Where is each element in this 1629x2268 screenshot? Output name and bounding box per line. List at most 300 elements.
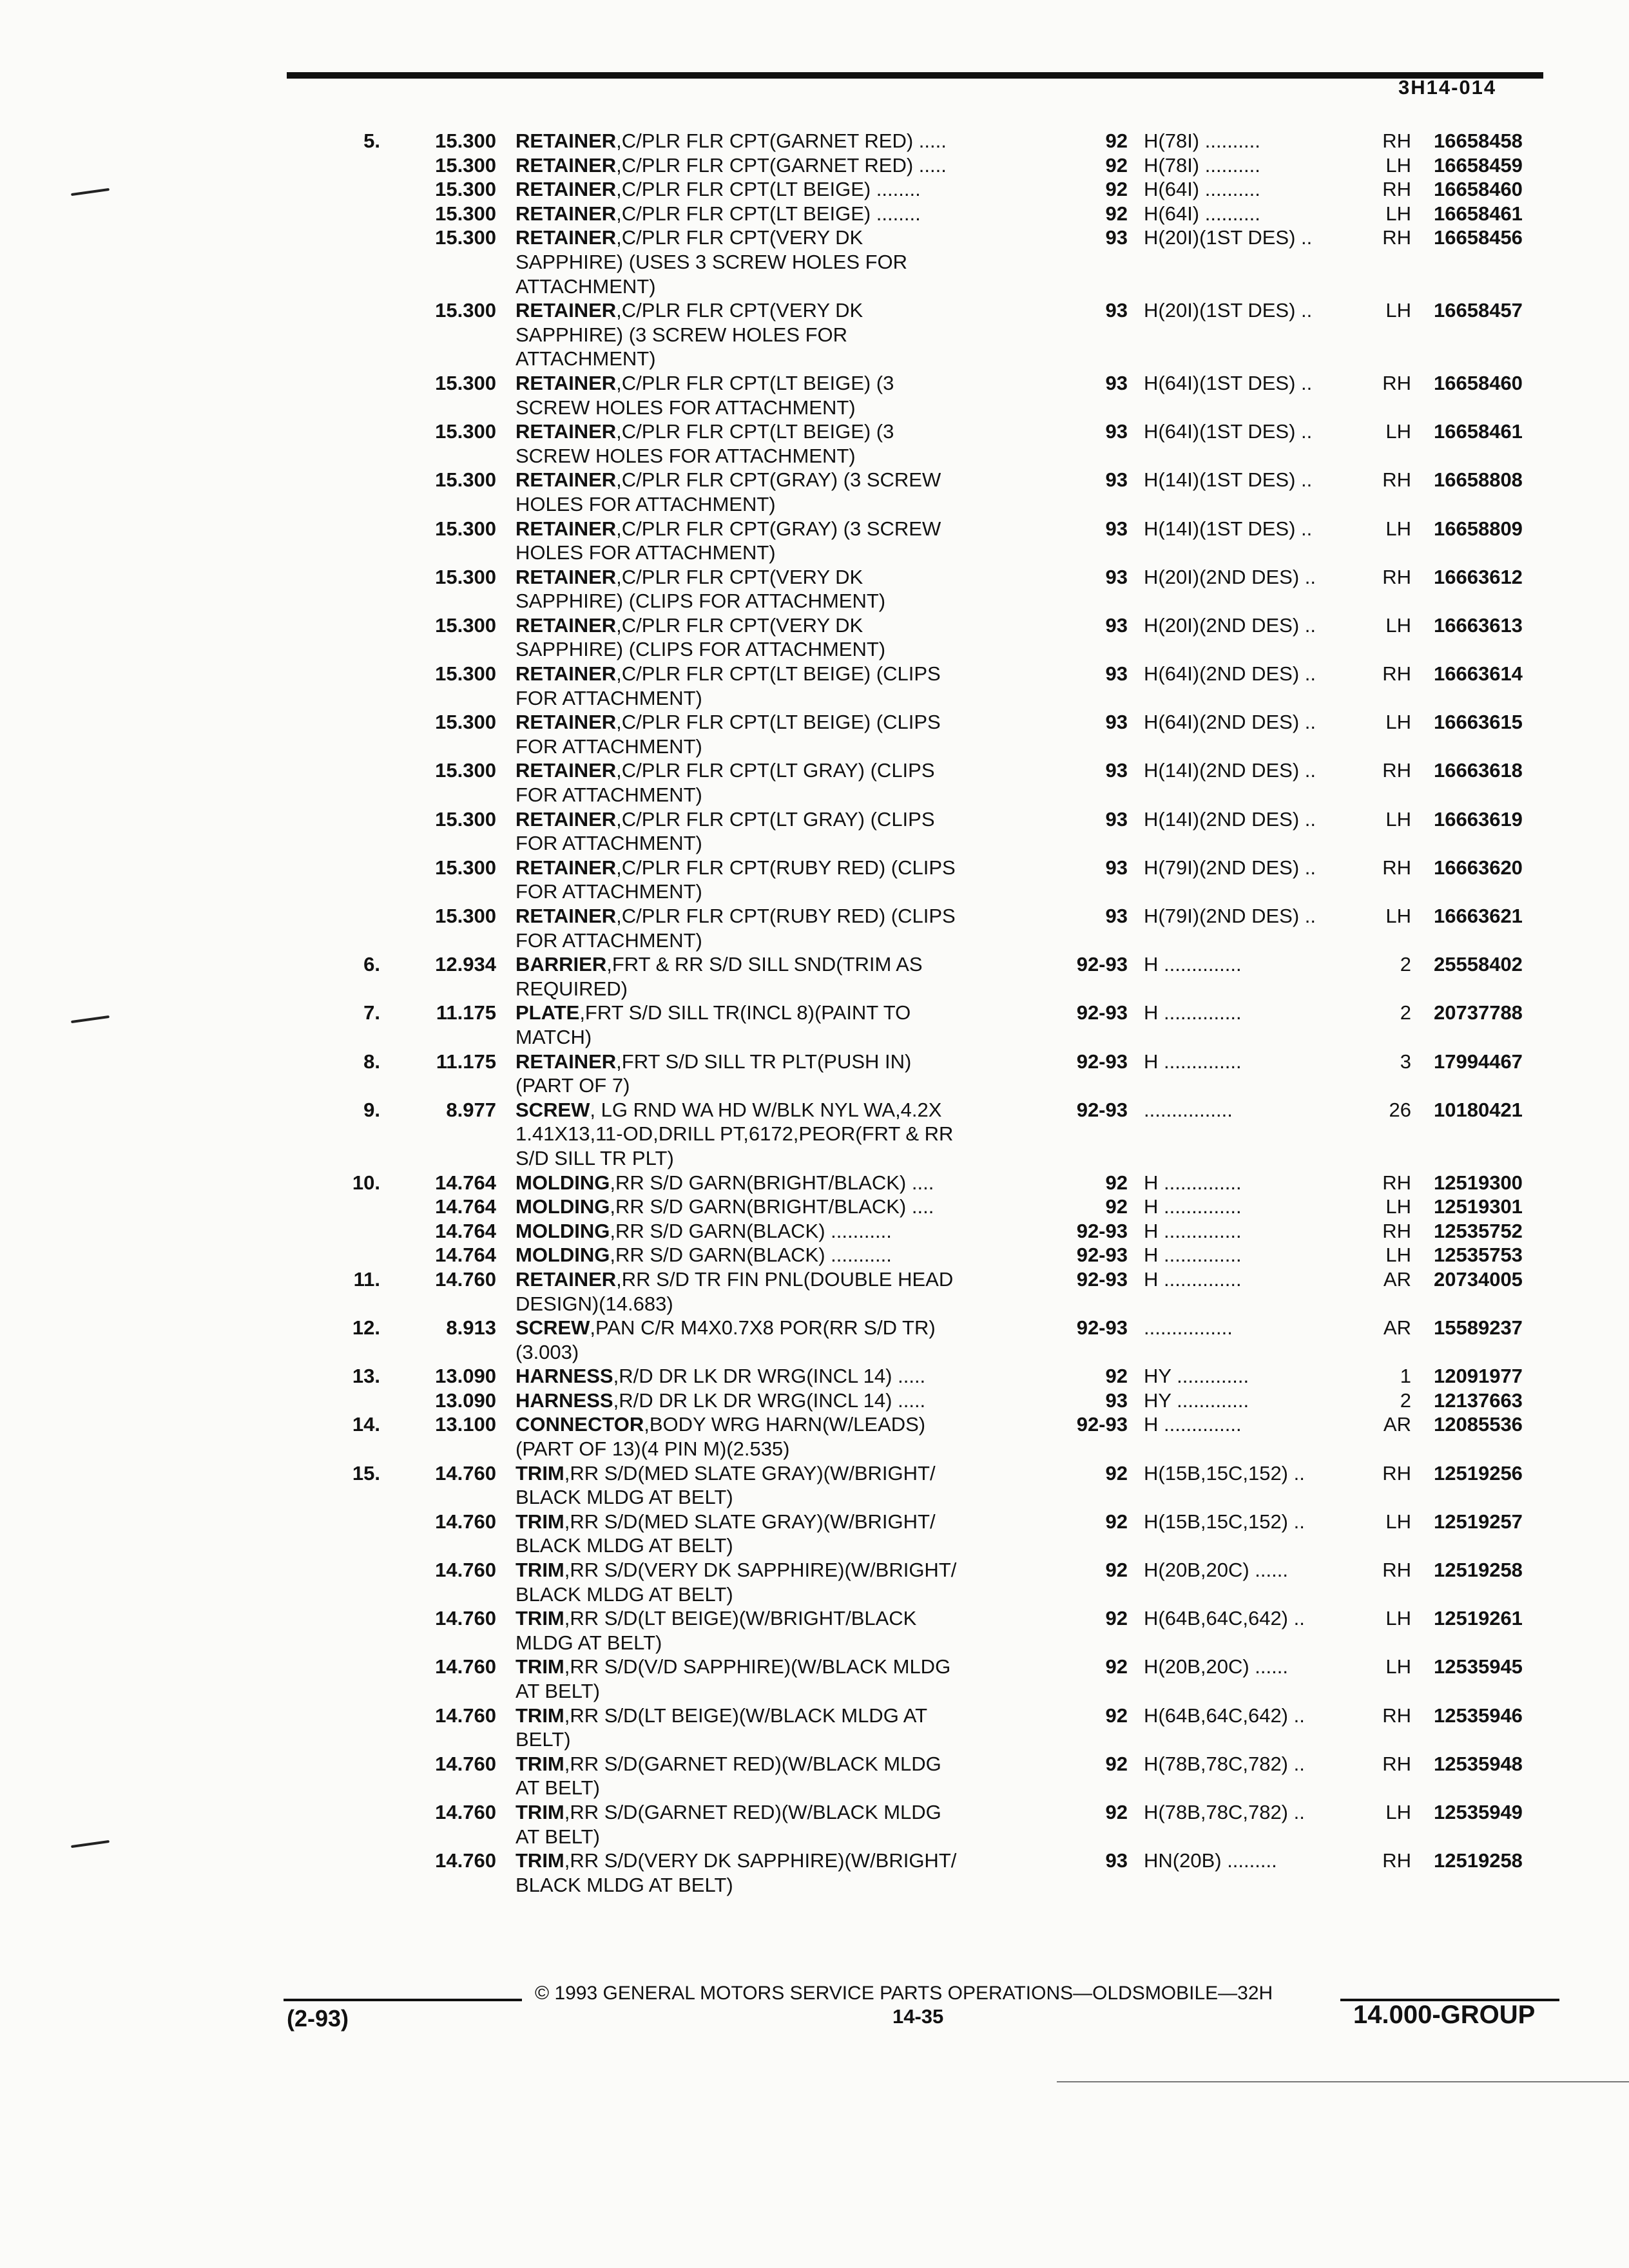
part-name: MOLDING (516, 1195, 610, 1218)
group-number: 15.300 (435, 711, 496, 734)
part-description (516, 1704, 927, 1728)
usage-note: H(64I) .......... (1144, 178, 1260, 201)
part-number: 12091977 (1434, 1365, 1523, 1388)
model-year: 92-93 (1076, 1219, 1128, 1242)
part-number: 12535752 (1434, 1219, 1523, 1242)
part-name: PLATE (516, 1001, 580, 1024)
part-detail: ,RR S/D(V/D SAPPHIRE)(W/BLACK MLDG (564, 1655, 951, 1678)
part-detail: ,RR S/D(MED SLATE GRAY)(W/BRIGHT/ (564, 1461, 936, 1485)
usage-note: H .............. (1144, 1244, 1242, 1267)
part-name: RETAINER (516, 613, 617, 637)
group-number: 15.300 (435, 153, 496, 177)
group-number: 14.760 (435, 1800, 496, 1823)
group-number: 15.300 (435, 905, 496, 927)
model-year: 92 (1105, 178, 1128, 201)
part-row (0, 153, 1629, 178)
quantity: LH (1385, 1195, 1411, 1218)
part-name: RETAINER (516, 662, 617, 686)
part-description-continuation: FOR ATTACHMENT) (516, 686, 702, 709)
part-detail: ,FRT & RR S/D SILL SND(TRIM AS (606, 953, 923, 976)
part-detail: ,C/PLR FLR CPT(RUBY RED) (CLIPS (616, 905, 956, 927)
ref-number: 15. (352, 1461, 380, 1485)
group-number: 15.300 (435, 178, 496, 201)
part-description-continuation: ATTACHMENT) (516, 274, 656, 298)
part-name: RETAINER (516, 468, 617, 492)
part-detail: ,PAN C/R M4X0.7X8 POR(RR S/D TR) (590, 1316, 936, 1340)
usage-note: H .............. (1144, 1001, 1242, 1024)
model-year: 93 (1105, 807, 1128, 831)
part-number: 16663621 (1434, 905, 1523, 927)
group-number: 15.300 (435, 759, 496, 782)
usage-note: H(64I) .......... (1144, 202, 1260, 225)
part-detail: ,C/PLR FLR CPT(LT BEIGE) (3 (616, 371, 894, 394)
part-detail: ,C/PLR FLR CPT(LT GRAY) (CLIPS (616, 807, 935, 831)
part-row (0, 1171, 1629, 1195)
part-description-continuation: FOR ATTACHMENT) (516, 832, 702, 855)
part-name: TRIM (516, 1800, 564, 1823)
model-year: 93 (1105, 420, 1128, 443)
part-name: MOLDING (516, 1244, 610, 1267)
part-row (0, 1243, 1629, 1267)
usage-note: H(64B,64C,642) .. (1144, 1607, 1305, 1630)
part-description-continuation: SCREW HOLES FOR ATTACHMENT) (516, 444, 856, 467)
quantity: RH (1382, 1559, 1411, 1582)
model-year: 92-93 (1076, 1098, 1128, 1121)
model-year: 92 (1105, 1365, 1128, 1388)
part-detail: ,R/D DR LK DR WRG(INCL 14) ..... (613, 1365, 926, 1388)
footer-date: (2-93) (287, 2005, 349, 2032)
part-number: 12519261 (1434, 1607, 1523, 1630)
usage-note: H(20B,20C) ...... (1144, 1559, 1288, 1582)
part-row-continuation (0, 1485, 1629, 1510)
group-number: 15.300 (435, 371, 496, 394)
usage-note: H .............. (1144, 1171, 1242, 1194)
part-description (516, 1389, 925, 1413)
group-number: 14.764 (435, 1195, 496, 1218)
quantity: AR (1383, 1267, 1411, 1291)
usage-note: H .............. (1144, 1219, 1242, 1242)
part-number: 12535945 (1434, 1655, 1523, 1678)
part-number: 12519301 (1434, 1195, 1523, 1218)
group-number: 12.934 (435, 953, 496, 976)
quantity: LH (1385, 202, 1411, 225)
part-detail: ,C/PLR FLR CPT(LT BEIGE) ........ (616, 178, 921, 201)
group-number: 14.760 (435, 1655, 496, 1678)
footer-rule (284, 1999, 522, 2001)
part-row-continuation (0, 1025, 1629, 1050)
part-row-continuation (0, 1631, 1629, 1655)
part-description-continuation: MLDG AT BELT) (516, 1631, 662, 1654)
part-description-continuation: AT BELT) (516, 1680, 600, 1702)
part-number: 16658461 (1434, 202, 1523, 225)
group-number: 13.090 (435, 1365, 496, 1388)
part-number: 16658808 (1434, 468, 1523, 492)
part-number: 10180421 (1434, 1098, 1523, 1121)
quantity: RH (1382, 856, 1411, 879)
part-row (0, 758, 1629, 783)
part-detail: ,C/PLR FLR CPT(LT GRAY) (CLIPS (616, 759, 935, 782)
part-description (516, 1195, 934, 1219)
ref-number: 10. (352, 1171, 380, 1194)
part-detail: ,C/PLR FLR CPT(RUBY RED) (CLIPS (616, 856, 956, 879)
quantity: AR (1383, 1413, 1411, 1436)
usage-note: H .............. (1144, 1050, 1242, 1073)
usage-note: H(14I)(1ST DES) .. (1144, 468, 1313, 492)
part-description-continuation: BELT) (516, 1728, 571, 1751)
model-year: 93 (1105, 299, 1128, 322)
part-row-continuation (0, 735, 1629, 759)
group-number: 14.760 (435, 1607, 496, 1630)
part-description (516, 1752, 941, 1776)
part-name: MOLDING (516, 1219, 610, 1242)
quantity: LH (1385, 299, 1411, 322)
part-description (516, 904, 956, 928)
part-row (0, 662, 1629, 686)
part-number: 16658460 (1434, 371, 1523, 394)
part-row-continuation (0, 492, 1629, 517)
part-row (0, 1364, 1629, 1389)
quantity: RH (1382, 226, 1411, 249)
part-number: 16663619 (1434, 807, 1523, 831)
part-description (516, 177, 921, 202)
part-row (0, 856, 1629, 880)
quantity: LH (1385, 905, 1411, 927)
part-number: 20734005 (1434, 1267, 1523, 1291)
part-description-continuation: BLACK MLDG AT BELT) (516, 1534, 733, 1557)
group-number: 13.090 (435, 1389, 496, 1412)
model-year: 93 (1105, 662, 1128, 686)
part-number: 20737788 (1434, 1001, 1523, 1024)
part-row (0, 1050, 1629, 1074)
part-description (516, 565, 863, 590)
part-row-continuation (0, 637, 1629, 662)
part-number: 16658456 (1434, 226, 1523, 249)
quantity: AR (1383, 1316, 1411, 1340)
usage-note: H .............. (1144, 1413, 1242, 1436)
part-row (0, 710, 1629, 735)
part-description-continuation: AT BELT) (516, 1776, 600, 1800)
quantity: RH (1382, 1849, 1411, 1872)
part-number: 12137663 (1434, 1389, 1523, 1412)
usage-note: H .............. (1144, 1195, 1242, 1218)
model-year: 93 (1105, 1849, 1128, 1872)
quantity: RH (1382, 130, 1411, 152)
ref-number: 7. (363, 1001, 380, 1024)
part-name: SCREW (516, 1098, 590, 1121)
part-number: 12519258 (1434, 1849, 1523, 1872)
part-number: 16658460 (1434, 178, 1523, 201)
part-description (516, 1412, 925, 1437)
group-number: 15.300 (435, 807, 496, 831)
part-name: RETAINER (516, 178, 617, 201)
part-row (0, 1389, 1629, 1413)
part-row (0, 177, 1629, 202)
group-number: 15.300 (435, 613, 496, 637)
top-rule (287, 72, 1543, 79)
quantity: RH (1382, 1219, 1411, 1242)
ref-number: 9. (363, 1098, 380, 1121)
part-description (516, 1800, 941, 1825)
part-description-continuation: REQUIRED) (516, 977, 628, 1000)
group-number: 15.300 (435, 130, 496, 152)
part-row-continuation (0, 1073, 1629, 1098)
part-row-continuation (0, 831, 1629, 856)
part-row (0, 1800, 1629, 1825)
scan-line (1057, 2081, 1629, 2082)
part-description (516, 1098, 941, 1122)
part-name: RETAINER (516, 807, 617, 831)
model-year: 93 (1105, 565, 1128, 588)
part-description (516, 419, 894, 444)
part-description (516, 1606, 916, 1631)
usage-note: H(64B,64C,642) .. (1144, 1704, 1305, 1727)
part-description (516, 371, 894, 396)
part-number: 16663620 (1434, 856, 1523, 879)
part-row (0, 202, 1629, 226)
part-description-continuation: (PART OF 7) (516, 1074, 630, 1097)
usage-note: H(79I)(2ND DES) .. (1144, 856, 1316, 879)
part-row (0, 226, 1629, 250)
usage-note: H(14I)(2ND DES) .. (1144, 759, 1316, 782)
part-number: 16658457 (1434, 299, 1523, 322)
model-year: 93 (1105, 371, 1128, 394)
part-description-continuation: FOR ATTACHMENT) (516, 928, 702, 952)
usage-note: H .............. (1144, 1267, 1242, 1291)
quantity: RH (1382, 759, 1411, 782)
part-name: RETAINER (516, 856, 617, 879)
group-number: 15.300 (435, 299, 496, 322)
model-year: 92-93 (1076, 953, 1128, 976)
part-number: 12535946 (1434, 1704, 1523, 1727)
quantity: LH (1385, 1510, 1411, 1533)
part-description (516, 1267, 953, 1292)
part-number: 16658459 (1434, 153, 1523, 177)
model-year: 92 (1105, 1510, 1128, 1533)
part-description (516, 153, 947, 178)
quantity: LH (1385, 1800, 1411, 1823)
part-row-continuation (0, 274, 1629, 299)
usage-note: H(78B,78C,782) .. (1144, 1752, 1305, 1775)
usage-note: H(20B,20C) ...... (1144, 1655, 1288, 1678)
part-description (516, 1461, 936, 1486)
part-detail: ,R/D DR LK DR WRG(INCL 14) ..... (613, 1389, 926, 1412)
group-number: 14.764 (435, 1171, 496, 1194)
model-year: 93 (1105, 759, 1128, 782)
model-year: 92 (1105, 1752, 1128, 1775)
part-number: 12519257 (1434, 1510, 1523, 1533)
part-row (0, 1461, 1629, 1486)
part-row-continuation (0, 1873, 1629, 1898)
group-number: 15.300 (435, 517, 496, 540)
part-number: 12519256 (1434, 1461, 1523, 1485)
part-description-continuation: SAPPHIRE) (USES 3 SCREW HOLES FOR (516, 250, 908, 273)
part-row-continuation (0, 1292, 1629, 1316)
group-number: 14.764 (435, 1219, 496, 1242)
part-row-continuation (0, 783, 1629, 807)
part-description (516, 1510, 936, 1534)
part-detail: ,C/PLR FLR CPT(LT BEIGE) (3 (616, 420, 894, 443)
ref-number: 11. (353, 1267, 380, 1291)
part-detail: ,RR S/D TR FIN PNL(DOUBLE HEAD (616, 1267, 954, 1291)
quantity: LH (1385, 613, 1411, 637)
part-detail: ,RR S/D(LT BEIGE)(W/BRIGHT/BLACK (564, 1607, 917, 1630)
part-row-continuation (0, 977, 1629, 1001)
usage-note: H(64I)(2ND DES) .. (1144, 662, 1316, 686)
part-detail: ,C/PLR FLR CPT(VERY DK (616, 565, 863, 588)
part-description-continuation: DESIGN)(14.683) (516, 1292, 673, 1315)
part-description (516, 807, 935, 832)
quantity: RH (1382, 1461, 1411, 1485)
part-row-continuation (0, 1679, 1629, 1704)
part-detail: ,RR S/D GARN(BLACK) ........... (610, 1219, 892, 1242)
part-row (0, 1655, 1629, 1679)
part-row-continuation (0, 686, 1629, 711)
part-name: RETAINER (516, 565, 617, 588)
usage-note: H(78B,78C,782) .. (1144, 1800, 1305, 1823)
group-number: 15.300 (435, 662, 496, 686)
part-description (516, 1849, 956, 1873)
usage-note: H(64I)(1ST DES) .. (1144, 371, 1313, 394)
quantity: LH (1385, 1607, 1411, 1630)
model-year: 92-93 (1076, 1001, 1128, 1024)
part-description-continuation: (PART OF 13)(4 PIN M)(2.535) (516, 1437, 790, 1461)
part-description-continuation: MATCH) (516, 1025, 592, 1048)
part-detail: ,RR S/D(GARNET RED)(W/BLACK MLDG (564, 1800, 941, 1823)
quantity: RH (1382, 1171, 1411, 1194)
usage-note: H(14I)(1ST DES) .. (1144, 517, 1313, 540)
part-number: 12535753 (1434, 1244, 1523, 1267)
part-detail: ,BODY WRG HARN(W/LEADS) (644, 1413, 926, 1436)
part-description-continuation: ATTACHMENT) (516, 347, 656, 370)
group-number: 15.300 (435, 420, 496, 443)
group-number: 14.760 (435, 1704, 496, 1727)
part-detail: , LG RND WA HD W/BLK NYL WA,4.2X (590, 1098, 942, 1121)
ref-number: 5. (363, 130, 380, 152)
part-description (516, 468, 941, 492)
part-row-continuation (0, 1340, 1629, 1365)
part-row (0, 1219, 1629, 1244)
part-number: 16663613 (1434, 613, 1523, 637)
part-description-continuation: BLACK MLDG AT BELT) (516, 1873, 733, 1896)
part-name: RETAINER (516, 420, 617, 443)
part-row (0, 468, 1629, 492)
part-description (516, 1655, 950, 1679)
group-number: 15.300 (435, 202, 496, 225)
part-row (0, 129, 1629, 153)
group-label: 14.000-GROUP (1353, 2001, 1536, 2029)
usage-note: H(15B,15C,152) .. (1144, 1461, 1305, 1485)
part-name: RETAINER (516, 202, 617, 225)
part-name: TRIM (516, 1655, 564, 1678)
part-detail: ,FRT S/D SILL TR(INCL 8)(PAINT TO (579, 1001, 911, 1024)
part-number: 16663615 (1434, 711, 1523, 734)
quantity: LH (1385, 517, 1411, 540)
model-year: 93 (1105, 517, 1128, 540)
part-row (0, 613, 1629, 638)
part-row (0, 1267, 1629, 1292)
model-year: 92-93 (1076, 1050, 1128, 1073)
model-year: 92 (1105, 153, 1128, 177)
group-number: 15.300 (435, 565, 496, 588)
part-description (516, 1001, 911, 1025)
model-year: 93 (1105, 613, 1128, 637)
part-row-continuation (0, 879, 1629, 904)
part-row-continuation (0, 396, 1629, 420)
group-number: 8.977 (446, 1098, 496, 1121)
part-row (0, 1510, 1629, 1534)
group-number: 11.175 (436, 1050, 496, 1073)
model-year: 92 (1105, 1461, 1128, 1485)
model-year: 92 (1105, 1195, 1128, 1218)
quantity: LH (1385, 153, 1411, 177)
model-year: 93 (1105, 468, 1128, 492)
group-number: 15.300 (435, 226, 496, 249)
part-description (516, 1558, 956, 1582)
part-row (0, 419, 1629, 444)
usage-note: H(78I) .......... (1144, 130, 1260, 152)
part-name: RETAINER (516, 371, 617, 394)
usage-note: H(64I)(2ND DES) .. (1144, 711, 1316, 734)
part-name: TRIM (516, 1607, 564, 1630)
part-detail: ,RR S/D(LT BEIGE)(W/BLACK MLDG AT (564, 1704, 928, 1727)
quantity: LH (1385, 420, 1411, 443)
part-number: 15589237 (1434, 1316, 1523, 1340)
group-number: 14.760 (435, 1752, 496, 1775)
part-description-continuation: SCREW HOLES FOR ATTACHMENT) (516, 396, 856, 419)
part-description (516, 129, 947, 153)
part-number: 16658809 (1434, 517, 1523, 540)
part-row (0, 1606, 1629, 1631)
part-description-continuation: SAPPHIRE) (CLIPS FOR ATTACHMENT) (516, 590, 886, 613)
part-row (0, 904, 1629, 928)
parts-list (0, 129, 1629, 1897)
part-detail: ,C/PLR FLR CPT(GRAY) (3 SCREW (616, 468, 941, 492)
part-number: 25558402 (1434, 953, 1523, 976)
part-row (0, 1195, 1629, 1219)
page-number: 14-35 (892, 2005, 944, 2028)
usage-note: H(20I)(1ST DES) .. (1144, 226, 1313, 249)
group-number: 14.760 (435, 1510, 496, 1533)
part-description (516, 952, 923, 977)
part-name: TRIM (516, 1849, 564, 1872)
part-name: HARNESS (516, 1365, 613, 1388)
part-row (0, 1752, 1629, 1776)
quantity: RH (1382, 468, 1411, 492)
part-description (516, 1219, 892, 1244)
part-name: TRIM (516, 1704, 564, 1727)
part-name: CONNECTOR (516, 1413, 644, 1436)
part-number: 16663618 (1434, 759, 1523, 782)
quantity: RH (1382, 662, 1411, 686)
part-row-continuation (0, 1533, 1629, 1558)
group-number: 14.760 (435, 1461, 496, 1485)
ref-number: 12. (352, 1316, 380, 1340)
usage-note: H(20I)(2ND DES) .. (1144, 565, 1316, 588)
part-number: 16658461 (1434, 420, 1523, 443)
quantity: 2 (1400, 953, 1411, 976)
ref-number: 14. (352, 1413, 380, 1436)
part-name: RETAINER (516, 299, 617, 322)
part-row-continuation (0, 444, 1629, 468)
part-row-continuation (0, 250, 1629, 274)
part-description-continuation: HOLES FOR ATTACHMENT) (516, 541, 776, 564)
usage-note: H(15B,15C,152) .. (1144, 1510, 1305, 1533)
part-description-continuation: AT BELT) (516, 1825, 600, 1848)
quantity: RH (1382, 1752, 1411, 1775)
part-name: RETAINER (516, 905, 617, 927)
part-row-continuation (0, 1727, 1629, 1752)
part-number: 16663614 (1434, 662, 1523, 686)
